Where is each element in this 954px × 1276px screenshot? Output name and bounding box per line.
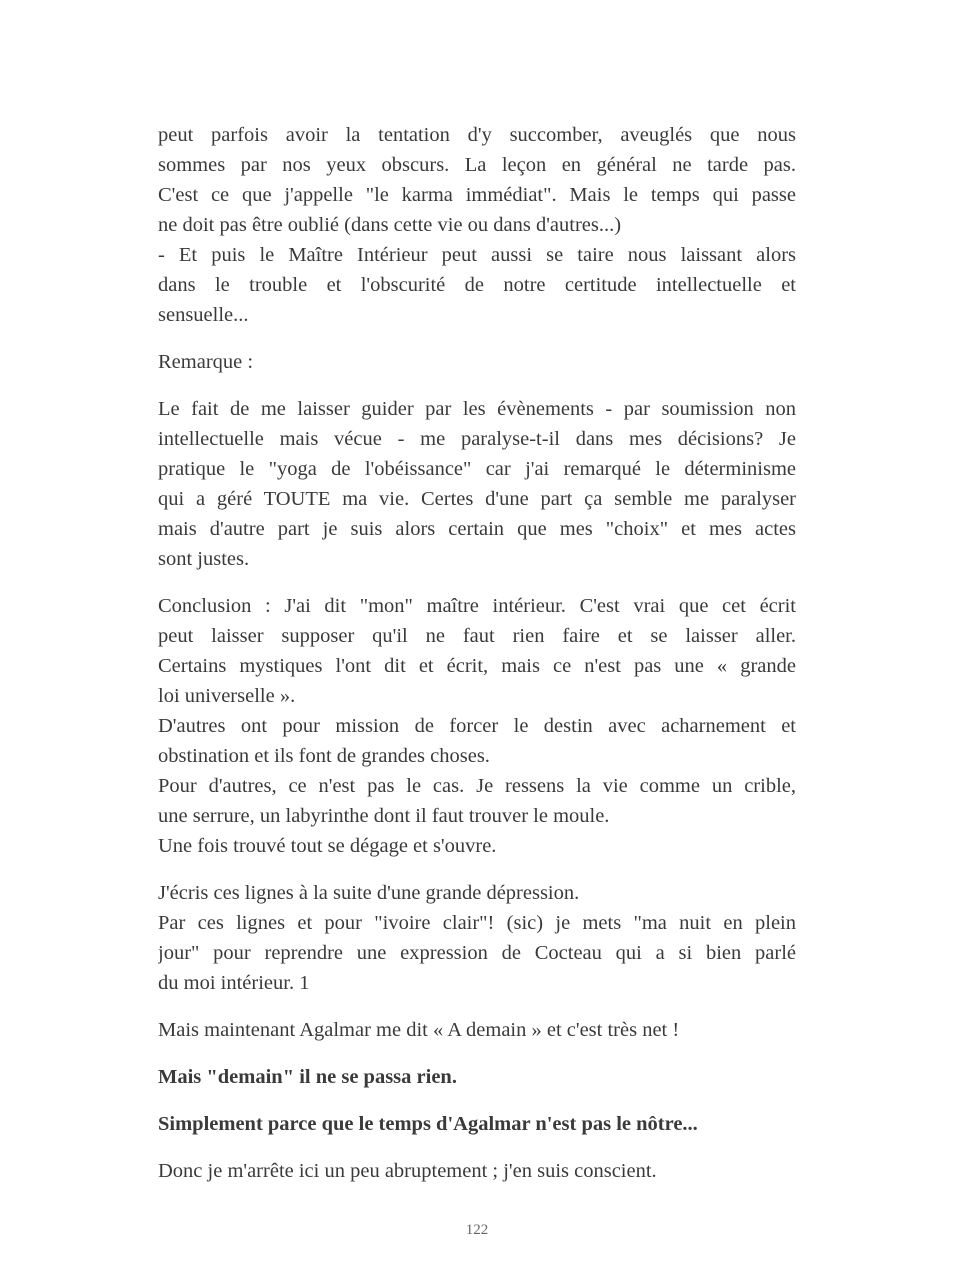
text-line: sont justes. <box>158 548 250 570</box>
text-line: Une fois trouvé tout se dégage et s'ouvre. <box>158 835 497 857</box>
paragraph-demain <box>158 1062 796 1092</box>
text-line: une serrure, un labyrinthe dont il faut trouver le moule. <box>158 805 610 827</box>
text-line: ne doit pas être oublié (dans cette vie ou dans d'autres...) <box>158 214 622 236</box>
text-line: Simplement parce que le temps d'Agalmar n'est pas le nôtre... <box>158 1113 698 1135</box>
page-number: 122 <box>465 1222 489 1238</box>
text-line: Mais maintenant Agalmar me dit « A demain » et c'est très net ! <box>158 1019 680 1041</box>
paragraph-remarque <box>158 394 796 574</box>
text-line: mais d'autre part je suis alors certain que mes "choix" et mes actes <box>158 518 796 540</box>
paragraph-temps-agalmar <box>158 1109 796 1139</box>
text-line: Certains mystiques l'ont dit et écrit, mais ce n'est pas une « grande <box>158 655 796 677</box>
text-line: Par ces lignes et pour "ivoire clair"! (sic) je mets "ma nuit en plein <box>158 912 796 934</box>
text-line: J'écris ces lignes à la suite d'une grande dépression. <box>158 882 580 904</box>
paragraph-karma <box>158 120 796 330</box>
text-line: obstination et ils font de grandes choses. <box>158 745 490 767</box>
paragraph-agalmar <box>158 1015 796 1045</box>
text-line: Le fait de me laisser guider par les évènements - par soumission non <box>158 398 796 420</box>
text-line: Conclusion : J'ai dit "mon" maître intérieur. C'est vrai que cet écrit <box>158 595 796 617</box>
text-line: Pour d'autres, ce n'est pas le cas. Je ressens la vie comme un crible, <box>158 775 796 797</box>
paragraph-depression <box>158 878 796 998</box>
paragraph-conclusion <box>158 591 796 861</box>
text-line: pratique le "yoga de l'obéissance" car j'ai remarqué le déterminisme <box>158 458 796 480</box>
text-line: D'autres ont pour mission de forcer le destin avec acharnement et <box>158 715 796 737</box>
text-line: loi universelle ». <box>158 685 296 707</box>
text-line: du moi intérieur. 1 <box>158 972 310 994</box>
paragraph-remarque-heading <box>158 347 796 377</box>
text-line: qui a géré TOUTE ma vie. Certes d'une part ça semble me paralyser <box>158 488 796 510</box>
text-line: peut parfois avoir la tentation d'y succomber, aveuglés que nous <box>158 124 796 146</box>
text-line: - Et puis le Maître Intérieur peut aussi se taire nous laissant alors <box>158 244 796 266</box>
text-line: Donc je m'arrête ici un peu abruptement ; j'en suis conscient. <box>158 1160 657 1182</box>
text-line: dans le trouble et l'obscurité de notre certitude intellectuelle et <box>158 274 796 296</box>
text-line: C'est ce que j'appelle "le karma immédiat". Mais le temps qui passe <box>158 184 796 206</box>
text-line: jour" pour reprendre une expression de Cocteau qui a si bien parlé <box>158 942 796 964</box>
text-line: Remarque : <box>158 351 254 373</box>
text-line: sensuelle... <box>158 304 249 326</box>
text-line: Mais "demain" il ne se passa rien. <box>158 1066 457 1088</box>
paragraph-final <box>158 1156 796 1186</box>
text-line: intellectuelle mais vécue - me paralyse-t-il dans mes décisions? Je <box>158 428 796 450</box>
page-body <box>158 120 796 1203</box>
text-line: peut laisser supposer qu'il ne faut rien faire et se laisser aller. <box>158 625 796 647</box>
text-line: sommes par nos yeux obscurs. La leçon en général ne tarde pas. <box>158 154 796 176</box>
